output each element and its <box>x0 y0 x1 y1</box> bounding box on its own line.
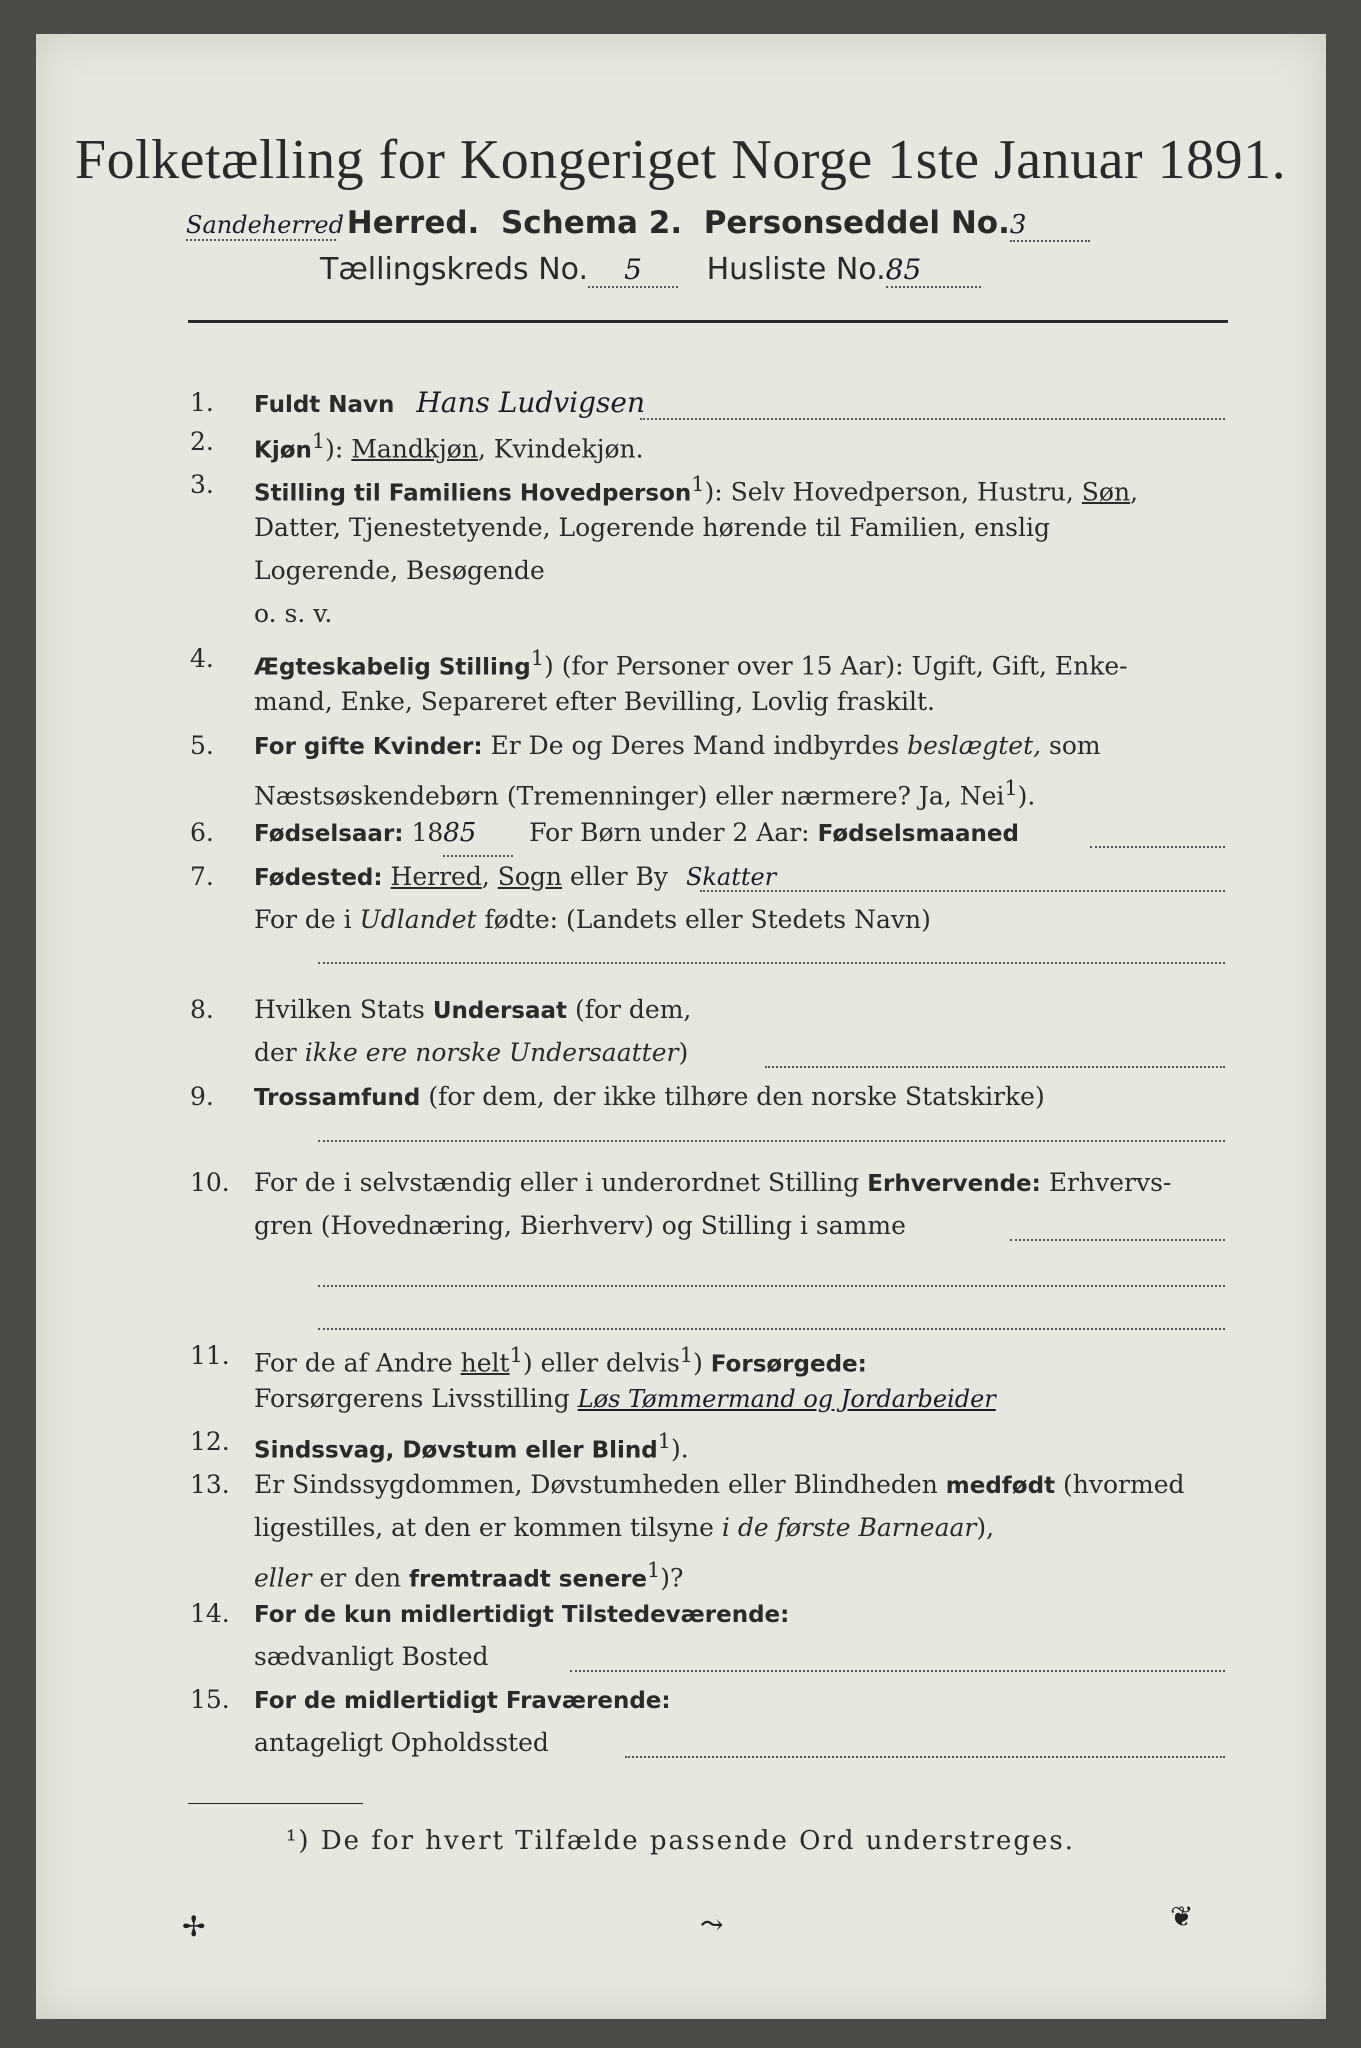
item-number: 15. <box>190 1685 230 1714</box>
stilling-options-2: Datter, Tjenestetyende, Logerende hørende til Familien, enslig <box>254 513 1051 542</box>
kjon-rest: , Kvindekjøn. <box>477 434 644 464</box>
fill-line <box>1010 1239 1225 1241</box>
antageligt-opholdssted: antageligt Opholdssted <box>254 1728 549 1757</box>
tilstedevaerende-label: For de kun midlertidigt Tilstedeværende: <box>254 1602 790 1628</box>
item-4-aegteskabelig: Ægteskabelig Stilling$^1$) (for Personer over 15 Aar): Ugift, Gift, Enke- <box>254 646 1128 681</box>
undersaat-rest: (for dem, <box>574 995 692 1024</box>
item-number: 6. <box>190 818 214 847</box>
forsorger-livsstilling: Forsørgerens Livsstilling <box>254 1384 570 1413</box>
item-13-medfodt <box>254 1463 1229 1508</box>
stilling-options-3: Logerende, Besøgende <box>254 556 545 585</box>
medfodt-line2: ligestilles, at den er kommen tilsyne i de første Barneaar), <box>254 1513 995 1542</box>
item-number: 5. <box>190 731 214 760</box>
fodested-udland-line <box>254 898 1229 941</box>
ink-mark: ⤳ <box>700 1908 724 1941</box>
item-number: 4. <box>190 644 214 673</box>
item-2-kjon: Kjøn$^1$): Mandkjøn, Kvindekjøn. <box>254 429 644 464</box>
gifte-kvinder-text: Er De og Deres Mand indbyrdes <box>490 731 900 760</box>
item-number: 8. <box>190 995 214 1024</box>
kjon-mandkjon: Mandkjøn <box>351 434 478 464</box>
erhverv-label: Erhvervende: <box>867 1171 1041 1197</box>
forsorgede-label: Forsørgede: <box>710 1351 867 1378</box>
gifte-kvinder-line2: Næstsøskendebørn (Tremenninger) eller nærmere? Ja, Nei$^1$). <box>254 776 1036 811</box>
medfodt-eller: eller <box>254 1563 312 1593</box>
medfodt-line3-text: er den <box>319 1563 402 1593</box>
trossamfund-label: Trossamfund <box>254 1085 421 1111</box>
undersaat-line2: der ikke ere norske Undersaatter) <box>254 1038 689 1067</box>
forsorger-value: Løs Tømmermand og Jordarbeider <box>577 1385 996 1413</box>
header-line-kreds <box>320 252 981 288</box>
erhverv-text-a: For de i selvstændig eller i underordnet Stilling <box>254 1168 860 1197</box>
fremtraadt-label: fremtraadt senere <box>409 1566 648 1593</box>
aegteskabelig-options-2: mand, Enke, Separeret efter Bevilling, Lovlig fraskilt. <box>254 687 935 716</box>
fodested-label: Fødested: <box>254 865 383 891</box>
item-6-fodselsaar <box>254 811 1229 857</box>
undersaat-text: Hvilken Stats <box>254 995 425 1024</box>
header-rule <box>188 320 1228 323</box>
stilling-son: Søn <box>1081 477 1131 507</box>
forsorgede-text-b: eller delvis <box>540 1348 680 1378</box>
fodested-herred: Herred <box>390 862 482 891</box>
fill-line <box>625 1756 1225 1758</box>
forsorgede-line2 <box>254 1377 1229 1421</box>
item-5-gifte-kvinder <box>254 724 1229 769</box>
fodselsaar-value: 85 <box>443 812 513 857</box>
gifte-kvinder-label: For gifte Kvinder: <box>254 734 483 760</box>
udland-text-b: fødte: (Landets eller Stedets Navn) <box>484 905 931 934</box>
schema-label: Schema 2. <box>500 205 683 241</box>
fodselsaar-mid: For Børn under 2 Aar: <box>529 818 810 847</box>
item-10-erhverv <box>254 1161 1229 1206</box>
fodselsaar-prefix: 18 <box>411 818 444 847</box>
fuldt-navn-value: Hans Ludvigsen <box>416 386 646 419</box>
item-number: 2. <box>190 427 214 456</box>
item-15-fravaerende <box>254 1678 1229 1723</box>
sindssvag-label: Sindssvag, Døvstum eller Blind <box>254 1437 658 1464</box>
gifte-kvinder-italic: beslægtet, <box>907 731 1042 760</box>
medfodt-line2-italic: i de første Barneaar <box>721 1513 977 1542</box>
fravaerende-label: For de midlertidigt Fraværende: <box>254 1688 671 1714</box>
taellingskreds-label: Tællingskreds No. <box>320 252 588 287</box>
ink-mark: ❦ <box>1170 1900 1194 1933</box>
item-number: 13. <box>190 1470 230 1499</box>
udland-italic: Udlandet <box>359 905 477 934</box>
taellingskreds-number: 5 <box>588 253 678 288</box>
medfodt-line2-text: ligestilles, at den er kommen tilsyne <box>254 1513 714 1542</box>
saedvanligt-bosted: sædvanligt Bosted <box>254 1642 489 1671</box>
header-line-herred <box>186 205 1090 242</box>
aegteskabelig-label: Ægteskabelig Stilling <box>254 654 531 681</box>
item-number: 3. <box>190 470 214 499</box>
personseddel-number: 3 <box>1010 210 1090 242</box>
item-number: 10. <box>190 1168 230 1197</box>
stilling-options-1: Selv Hovedperson, Hustru, <box>730 477 1074 507</box>
item-number: 7. <box>190 862 214 891</box>
item-number: 11. <box>190 1341 230 1370</box>
stilling-options-4: o. s. v. <box>254 599 333 628</box>
personseddel-label: Personseddel No. <box>703 205 1010 241</box>
herred-label: Herred. <box>346 205 480 241</box>
herred-handwritten: Sandeherred <box>186 211 344 239</box>
item-8-undersaat <box>254 988 1229 1033</box>
undersaat-label: Undersaat <box>432 998 568 1024</box>
fill-line <box>318 1285 1225 1287</box>
undersaat-der: der <box>254 1038 297 1067</box>
husliste-label: Husliste No. <box>706 252 886 287</box>
footnote-ref: 1 <box>311 429 326 453</box>
fill-line <box>318 962 1225 964</box>
item-3-stilling: Stilling til Familiens Hovedperson$^1$): Selv Hovedperson, Hustru, Søn, <box>254 472 1139 507</box>
trossamfund-rest: (for dem, der ikke tilhøre den norske Statskirke) <box>428 1082 1045 1111</box>
item-11-forsorgede: For de af Andre helt$^1$) eller delvis$^1$) Forsørgede: <box>254 1343 867 1378</box>
medfodt-text-b: (hvormed <box>1063 1470 1185 1499</box>
husliste-number: 85 <box>886 253 981 288</box>
footnote-ref: 1 <box>691 472 705 496</box>
forsorgede-helt: helt <box>460 1348 510 1378</box>
item-number: 9. <box>190 1082 214 1111</box>
fodested-value: Skatter <box>685 863 777 891</box>
item-number: 1. <box>190 388 214 417</box>
form-title: Folketælling for Kongeriget Norge 1ste Januar 1891. <box>74 129 1287 191</box>
fill-line <box>318 1140 1225 1142</box>
erhverv-line2: gren (Hovednæring, Bierhverv) og Stilling i samme <box>254 1211 906 1240</box>
item-number: 12. <box>190 1427 230 1456</box>
gifte-kvinder-som: som <box>1049 731 1101 760</box>
item-14-tilstedevaerende <box>254 1592 1229 1637</box>
fill-line <box>700 890 1225 892</box>
fodselsmaaned-label: Fødselsmaaned <box>817 821 1019 847</box>
fill-line <box>318 1328 1225 1330</box>
footnote: ¹) De for hvert Tilfælde passende Ord understreges. <box>285 1826 1075 1856</box>
fill-line <box>1090 846 1225 848</box>
kjon-label: Kjøn <box>254 437 312 464</box>
medfodt-line3: eller er den fremtraadt senere$^1$)? <box>254 1558 684 1593</box>
erhverv-text-b: Erhvervs- <box>1048 1168 1172 1197</box>
footnote-ref: 1 <box>530 646 545 670</box>
gifte-kvinder-question: Næstsøskendebørn (Tremenninger) eller nærmere? Ja, Nei <box>254 781 1005 811</box>
forsorgede-text-a: For de af Andre <box>254 1348 453 1378</box>
item-number: 14. <box>190 1599 230 1628</box>
footnote-ref: 1 <box>1004 776 1018 800</box>
item-12-sindssvag: Sindssvag, Døvstum eller Blind$^1$). <box>254 1429 689 1464</box>
footnote-rule <box>188 1803 363 1804</box>
fill-line <box>570 1670 1225 1672</box>
undersaat-italic: ikke ere norske Undersaatter <box>304 1038 679 1067</box>
fodested-sogn: Sogn <box>497 862 563 891</box>
fuldt-navn-label: Fuldt Navn <box>254 392 395 418</box>
aegteskabelig-options-1: (for Personer over 15 Aar): Ugift, Gift, Enke- <box>561 651 1128 681</box>
fodselsaar-label: Fødselsaar: <box>254 821 404 847</box>
medfodt-label: medfødt <box>945 1473 1056 1499</box>
item-7-fodested: Fødested: Herred, Sogn eller By Skatter <box>254 862 777 891</box>
medfodt-text-a: Er Sindssygdommen, Døvstumheden eller Blindheden <box>254 1470 938 1499</box>
udland-text-a: For de i <box>254 905 352 934</box>
stilling-label: Stilling til Familiens Hovedperson <box>254 480 692 507</box>
fill-line <box>765 1066 1225 1068</box>
ink-mark: ✢ <box>182 1910 206 1943</box>
item-9-trossamfund <box>254 1075 1229 1120</box>
fodested-by: eller By <box>570 862 668 891</box>
